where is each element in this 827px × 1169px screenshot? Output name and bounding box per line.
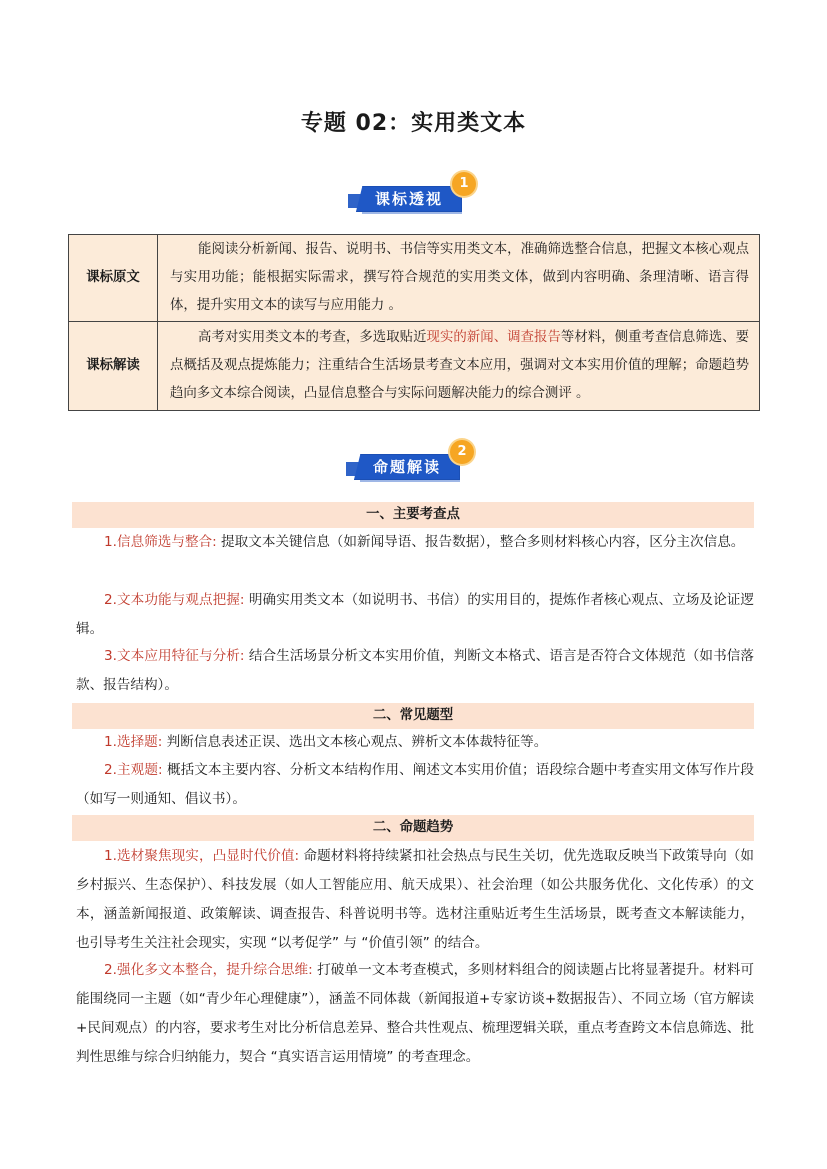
section-banner-interpretation — [346, 444, 478, 480]
key-term: 1.信息筛选与整合: — [104, 534, 217, 550]
paragraph — [76, 586, 754, 644]
key-term: 2.主观题: — [104, 762, 163, 778]
number-badge-icon: 2 — [450, 440, 474, 464]
key-term: 2.强化多文本整合，提升综合思维: — [104, 962, 313, 978]
paragraph — [76, 756, 754, 814]
row-heading: 课标原文 — [69, 235, 158, 322]
standards-table — [68, 234, 760, 411]
paragraph-text: 提取文本关键信息（如新闻导语、报告数据），整合多则材料核心内容，区分主次信息。 — [216, 534, 745, 550]
paragraph — [76, 728, 754, 757]
banner-label: 命题解读 — [372, 458, 441, 476]
number-badge-icon: 1 — [452, 172, 476, 196]
row-text-part: 等材料，侧重考查信息筛选、要点概括及观点提炼能力；注重结合生活场景考查文本应用，强调对文本实用价值的理解；命题趋势趋向多文本综合阅读，凸显信息整合与实际问题解决能力的综合测评 。 — [170, 330, 750, 401]
page-title: 专题 02：实用类文本 — [300, 111, 527, 136]
key-term: 2.文本功能与观点把握: — [104, 592, 245, 608]
section-heading: 一、主要考查点 — [72, 502, 754, 528]
banner-label: 课标透视 — [374, 190, 443, 208]
paragraph — [76, 842, 754, 958]
table-row — [69, 235, 760, 322]
row-heading: 课标解读 — [69, 322, 158, 411]
paragraph-text: 明确实用类文本（如说明书、书信）的实用目的，提炼作者核心观点、立场及论证逻辑。 — [76, 592, 754, 637]
table-row — [69, 322, 760, 411]
section-heading: 二、命题趋势 — [72, 815, 754, 841]
section-banner-standards — [348, 176, 480, 212]
paragraph-text: 结合生活场景分析文本实用价值，判断文本格式、语言是否符合文体规范（如书信落款、报告结构）。 — [76, 648, 754, 693]
paragraph — [76, 642, 754, 700]
paragraph-text: 命题材料将持续紧扣社会热点与民生关切，优先选取反映当下政策导向（如乡村振兴、生态保护）、科技发展（如人工智能应用、航天成果）、社会治理（如公共服务优化、文化传承）的文本，涵盖新闻报道、政策解读、调查报告、科普说明书等。选材注重贴近考生生活场景，既考查文本解读能力，也引导考生关注社会现实，实现 “以考促学” 与 “价值引领” 的结合。 — [76, 848, 754, 951]
paragraph-text: 概括文本主要内容、分析文本结构作用、阐述文本实用价值；语段综合题中考查实用文体写作片段（如写一则通知、倡议书）。 — [76, 762, 754, 807]
paragraph-text: 判断信息表述正误、选出文本核心观点、辨析文本体裁特征等。 — [162, 734, 548, 750]
paragraph-text: 打破单一文本考查模式，多则材料组合的阅读题占比将显著提升。材料可能围绕同一主题（如“青少年心理健康”），涵盖不同体裁（新闻报道+专家访谈+数据报告）、不同立场（官方解读+民间观点）的内容，要求考生对比分析信息差异、整合共性观点、梳理逻辑关联，重点考查跨文本信息筛选、批判性思维与综合归纳能力，契合 “真实语言运用情境” 的考查理念。 — [76, 962, 754, 1065]
highlight-text: 现实的新闻、调查报告 — [426, 330, 561, 345]
paragraph — [76, 956, 754, 1072]
paragraph — [76, 528, 754, 557]
row-content — [158, 235, 760, 322]
key-term: 3.文本应用特征与分析: — [104, 648, 245, 664]
key-term: 1.选择题: — [104, 734, 163, 750]
key-term: 1.选材聚焦现实，凸显时代价值: — [104, 848, 300, 864]
row-text-part: 高考对实用类文本的考查，多选取贴近 — [198, 330, 427, 345]
row-content — [158, 322, 760, 411]
row-text: 能阅读分析新闻、报告、说明书、书信等实用类文本，准确筛选整合信息，把握文本核心观点与实用功能；能根据实际需求，撰写符合规范的实用类文体，做到内容明确、条理清晰、语言得体，提升实用文本的读写与应用能力 。 — [170, 242, 749, 313]
section-heading: 二、常见题型 — [72, 703, 754, 729]
